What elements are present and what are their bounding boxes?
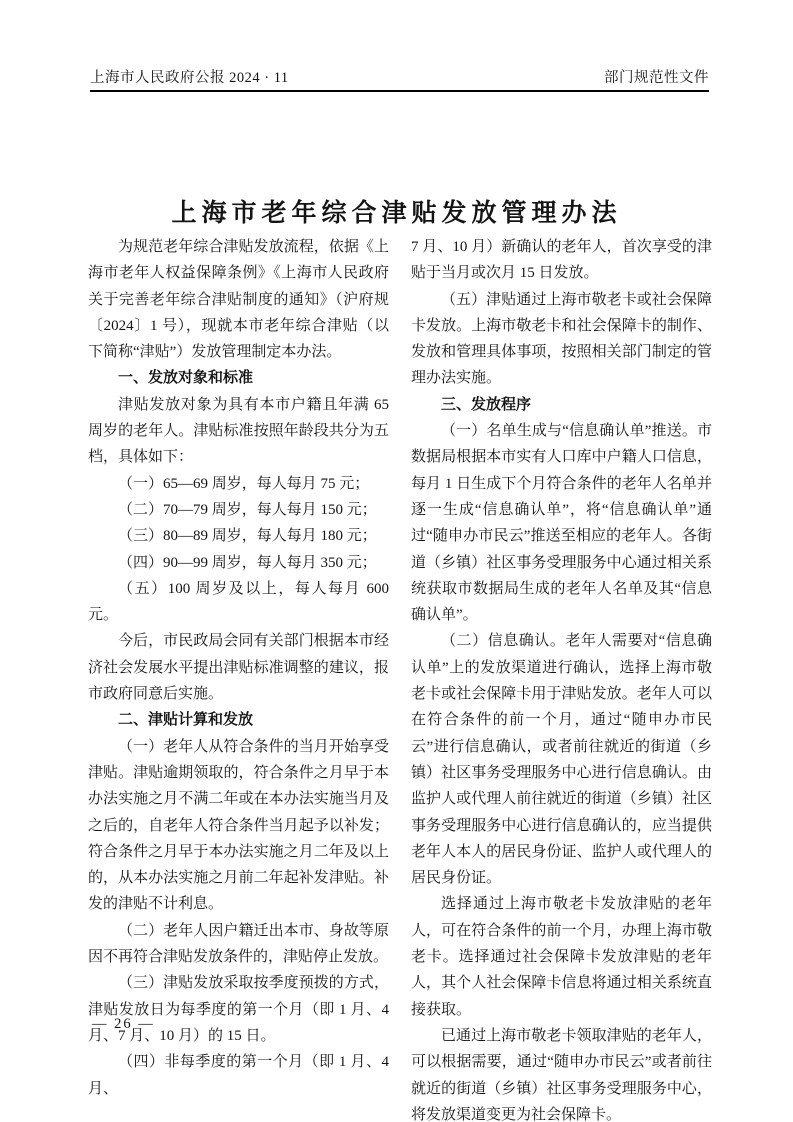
paragraph: （四）非每季度的第一个月（即 1 月、4 月、 xyxy=(88,1054,389,1097)
section-heading: 二、津贴计算和发放 xyxy=(118,711,254,729)
column-left xyxy=(88,234,389,1122)
paragraph: （一）老年人从符合条件的当月开始享受津贴。津贴逾期领取的，符合条件之月早于本办法实施之月不满二年或在本办法实施当月及之后的，自老年人符合条件当月起予以补发；符合条件之月早于本办法实施之月二年及以上的，从本办法实施之月前二年起补发津贴。补发的津贴不计利息。 xyxy=(88,738,389,913)
paragraph: 选择通过上海市敬老卡发放津贴的老年人，可在符合条件的前一个月，办理上海市敬老卡。选择通过社会保障卡发放津贴的老年人，其个人社会保障卡信息将通过相关系统直接获取。 xyxy=(411,896,712,1018)
document-body xyxy=(88,234,712,1122)
section-heading: 三、发放程序 xyxy=(441,395,532,413)
paragraph: 为规范老年综合津贴发放流程，依据《上海市老年人权益保障条例》《上海市人民政府关于完善老年综合津贴制度的通知》（沪府规〔2024〕1 号），现就本市老年综合津贴（以下简称“津贴”）发放管理制定本办法。 xyxy=(88,239,389,361)
paragraph: （三）80—89 周岁，每人每月 180 元； xyxy=(118,528,377,545)
paragraph: （三）津贴发放采取按季度预拨的方式，津贴发放日为每季度的第一个月（即 1 月、4 月、7 月、10 月）的 15 日。 xyxy=(88,975,389,1044)
paragraph: 今后，市民政局会同有关部门根据本市经济社会发展水平提出津贴标准调整的建议，报市政府同意后实施。 xyxy=(88,633,389,703)
header-divider xyxy=(90,90,709,92)
paragraph: （一）65—69 周岁，每人每月 75 元； xyxy=(118,475,370,492)
paragraph: （二）老年人因户籍迁出本市、身故等原因不再符合津贴发放条件的，津贴停止发放。 xyxy=(88,922,389,966)
document-title: 上海市老年综合津贴发放管理办法 xyxy=(171,198,622,227)
paragraph: （二）信息确认。老年人需要对“信息确认单”上的发放渠道进行确认，选择上海市敬老卡或社会保障卡用于津贴发放。老年人可以在符合条件的前一个月，通过“随申办市民云”进行信息确认，或者前往就近的街道（乡镇）社区事务受理服务中心进行信息确认。由监护人或代理人前往就近的街道（乡镇）社区事务受理服务中心进行信息确认的，应当提供老年人本人的居民身份证、监护人或代理人的居民身份证。 xyxy=(411,633,712,887)
header-section-label: 部门规范性文件 xyxy=(604,70,709,86)
page-header xyxy=(90,66,709,87)
page-number: — 26 — xyxy=(92,1016,155,1032)
header-publication-title: 上海市人民政府公报 2024 · 11 xyxy=(90,70,289,86)
paragraph: 已通过上海市敬老卡领取津贴的老年人，可以根据需要，通过“随申办市民云”或者前往就近的街道（乡镇）社区事务受理服务中心，将发放渠道变更为社会保障卡。 xyxy=(411,1027,712,1122)
paragraph: （五）100 周岁及以上，每人每月 600 元。 xyxy=(88,580,389,624)
paragraph: （二）70—79 周岁，每人每月 150 元； xyxy=(118,501,377,518)
paragraph: 7 月、10 月）新确认的老年人，首次享受的津贴于当月或次月 15 日发放。 xyxy=(411,239,712,282)
paragraph: 津贴发放对象为具有本市户籍且年满 65 周岁的老年人。津贴标准按照年龄段共分为五档，具体如下： xyxy=(88,396,389,466)
column-right xyxy=(411,234,712,1122)
paragraph: （五）津贴通过上海市敬老卡或社会保障卡发放。上海市敬老卡和社会保障卡的制作、发放和管理具体事项，按照相关部门制定的管理办法实施。 xyxy=(411,291,712,387)
section-heading: 一、发放对象和标准 xyxy=(118,369,254,387)
paragraph: （一）名单生成与“信息确认单”推送。市数据局根据本市实有人口库中户籍人口信息，每月 1 日生成下个月符合条件的老年人名单并逐一生成“信息确认单”，将“信息确认单”通过“随申办市民云”推送至相应的老年人。各街道（乡镇）社区事务受理服务中心通过相关系统获取市数据局生成的老年人名单及其“信息确认单”。 xyxy=(411,423,712,624)
paragraph: （四）90—99 周岁，每人每月 350 元； xyxy=(118,554,377,571)
